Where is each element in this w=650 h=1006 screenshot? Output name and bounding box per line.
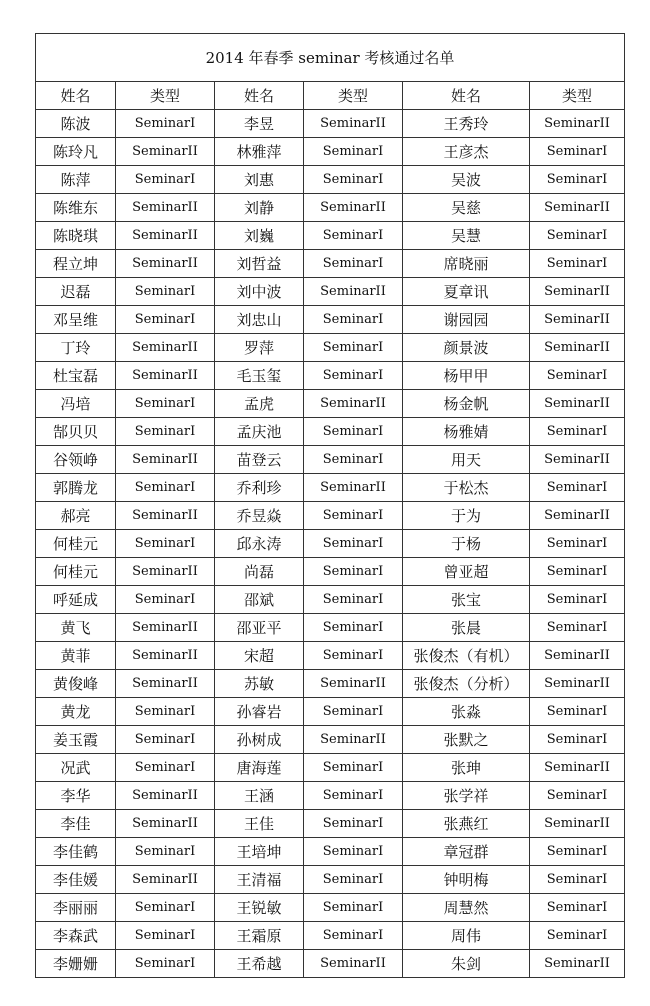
student-name-cell: 陈玲凡 <box>36 138 116 166</box>
student-name-cell: 何桂元 <box>36 530 116 558</box>
student-name-cell: 刘哲益 <box>215 250 304 278</box>
student-name-cell: 张燕红 <box>403 810 530 838</box>
student-name-cell: 刘静 <box>215 194 304 222</box>
student-name-cell: 李佳媛 <box>36 866 116 894</box>
table-row <box>36 250 625 278</box>
seminar-type-cell: SeminarI <box>530 530 625 558</box>
type-header: 类型 <box>304 82 403 110</box>
student-name-cell: 孟虎 <box>215 390 304 418</box>
seminar-type-cell: SeminarI <box>304 586 403 614</box>
student-name-cell: 张俊杰（分析） <box>403 670 530 698</box>
table-row <box>36 110 625 138</box>
table-row <box>36 362 625 390</box>
student-name-cell: 程立坤 <box>36 250 116 278</box>
student-name-cell: 孙树成 <box>215 726 304 754</box>
student-name-cell: 李森武 <box>36 922 116 950</box>
seminar-type-cell: SeminarI <box>304 222 403 250</box>
student-name-cell: 况武 <box>36 754 116 782</box>
type-header: 类型 <box>530 82 625 110</box>
seminar-type-cell: SeminarII <box>304 670 403 698</box>
seminar-type-cell: SeminarII <box>116 866 215 894</box>
seminar-type-cell: SeminarI <box>304 334 403 362</box>
seminar-type-cell: SeminarII <box>116 502 215 530</box>
student-name-cell: 孟庆池 <box>215 418 304 446</box>
seminar-type-cell: SeminarII <box>116 558 215 586</box>
student-name-cell: 朱剑 <box>403 950 530 978</box>
seminar-type-cell: SeminarI <box>304 446 403 474</box>
student-name-cell: 吴慈 <box>403 194 530 222</box>
seminar-type-cell: SeminarII <box>304 726 403 754</box>
seminar-type-cell: SeminarII <box>530 278 625 306</box>
seminar-type-cell: SeminarI <box>304 866 403 894</box>
seminar-type-cell: SeminarII <box>530 670 625 698</box>
seminar-type-cell: SeminarI <box>530 922 625 950</box>
student-name-cell: 王清福 <box>215 866 304 894</box>
seminar-type-cell: SeminarI <box>116 698 215 726</box>
seminar-type-cell: SeminarII <box>530 502 625 530</box>
student-name-cell: 郝亮 <box>36 502 116 530</box>
seminar-type-cell: SeminarI <box>304 894 403 922</box>
student-name-cell: 林雅萍 <box>215 138 304 166</box>
seminar-type-cell: SeminarII <box>530 754 625 782</box>
seminar-type-cell: SeminarII <box>530 642 625 670</box>
table-row <box>36 334 625 362</box>
seminar-type-cell: SeminarI <box>304 810 403 838</box>
student-name-cell: 周慧然 <box>403 894 530 922</box>
student-name-cell: 章冠群 <box>403 838 530 866</box>
table-row <box>36 278 625 306</box>
seminar-type-cell: SeminarI <box>116 390 215 418</box>
table-row <box>36 754 625 782</box>
seminar-type-cell: SeminarII <box>530 810 625 838</box>
seminar-type-cell: SeminarI <box>530 586 625 614</box>
student-name-cell: 陈晓琪 <box>36 222 116 250</box>
table-row <box>36 642 625 670</box>
seminar-type-cell: SeminarI <box>530 250 625 278</box>
table-row <box>36 866 625 894</box>
student-name-cell: 吴慧 <box>403 222 530 250</box>
student-name-cell: 郭腾龙 <box>36 474 116 502</box>
student-name-cell: 张淼 <box>403 698 530 726</box>
student-name-cell: 杜宝磊 <box>36 362 116 390</box>
student-name-cell: 李佳 <box>36 810 116 838</box>
student-name-cell: 刘惠 <box>215 166 304 194</box>
seminar-type-cell: SeminarII <box>116 222 215 250</box>
student-name-cell: 杨金帆 <box>403 390 530 418</box>
document-title: 2014 年春季 seminar 考核通过名单 <box>36 34 625 82</box>
seminar-type-cell: SeminarII <box>530 390 625 418</box>
roster-table <box>35 33 625 978</box>
seminar-type-cell: SeminarI <box>530 894 625 922</box>
seminar-type-cell: SeminarI <box>116 922 215 950</box>
student-name-cell: 姜玉霞 <box>36 726 116 754</box>
seminar-type-cell: SeminarII <box>116 782 215 810</box>
seminar-type-cell: SeminarII <box>116 138 215 166</box>
seminar-type-cell: SeminarI <box>304 250 403 278</box>
student-name-cell: 邓呈维 <box>36 306 116 334</box>
seminar-type-cell: SeminarI <box>116 894 215 922</box>
name-header: 姓名 <box>403 82 530 110</box>
student-name-cell: 刘巍 <box>215 222 304 250</box>
seminar-type-cell: SeminarII <box>304 390 403 418</box>
table-row <box>36 166 625 194</box>
student-name-cell: 孙睿岩 <box>215 698 304 726</box>
student-name-cell: 何桂元 <box>36 558 116 586</box>
seminar-type-cell: SeminarI <box>304 698 403 726</box>
student-name-cell: 黄飞 <box>36 614 116 642</box>
student-name-cell: 陈波 <box>36 110 116 138</box>
seminar-type-cell: SeminarI <box>530 782 625 810</box>
seminar-type-cell: SeminarII <box>530 110 625 138</box>
student-name-cell: 张珅 <box>403 754 530 782</box>
seminar-type-cell: SeminarII <box>304 278 403 306</box>
table-row <box>36 726 625 754</box>
table-row <box>36 922 625 950</box>
student-name-cell: 苏敏 <box>215 670 304 698</box>
seminar-type-cell: SeminarI <box>530 698 625 726</box>
table-row <box>36 390 625 418</box>
student-name-cell: 于为 <box>403 502 530 530</box>
seminar-type-cell: SeminarI <box>116 726 215 754</box>
seminar-type-cell: SeminarII <box>304 110 403 138</box>
seminar-type-cell: SeminarII <box>304 950 403 978</box>
student-name-cell: 曾亚超 <box>403 558 530 586</box>
seminar-type-cell: SeminarI <box>116 278 215 306</box>
table-row <box>36 474 625 502</box>
student-name-cell: 邱永涛 <box>215 530 304 558</box>
student-name-cell: 王培坤 <box>215 838 304 866</box>
seminar-type-cell: SeminarII <box>530 446 625 474</box>
student-name-cell: 谢园园 <box>403 306 530 334</box>
name-header: 姓名 <box>215 82 304 110</box>
type-header: 类型 <box>116 82 215 110</box>
seminar-type-cell: SeminarI <box>530 418 625 446</box>
student-name-cell: 宋超 <box>215 642 304 670</box>
seminar-type-cell: SeminarI <box>304 558 403 586</box>
student-name-cell: 张学祥 <box>403 782 530 810</box>
student-name-cell: 郜贝贝 <box>36 418 116 446</box>
seminar-type-cell: SeminarI <box>116 166 215 194</box>
table-row <box>36 950 625 978</box>
table-row <box>36 810 625 838</box>
seminar-type-cell: SeminarI <box>116 418 215 446</box>
seminar-type-cell: SeminarII <box>116 334 215 362</box>
table-row <box>36 614 625 642</box>
seminar-type-cell: SeminarI <box>304 754 403 782</box>
seminar-type-cell: SeminarI <box>116 110 215 138</box>
student-name-cell: 陈萍 <box>36 166 116 194</box>
name-header: 姓名 <box>36 82 116 110</box>
table-row <box>36 838 625 866</box>
student-name-cell: 李丽丽 <box>36 894 116 922</box>
student-name-cell: 刘忠山 <box>215 306 304 334</box>
student-name-cell: 罗萍 <box>215 334 304 362</box>
seminar-type-cell: SeminarI <box>530 362 625 390</box>
student-name-cell: 尚磊 <box>215 558 304 586</box>
seminar-type-cell: SeminarI <box>304 922 403 950</box>
student-name-cell: 乔昱焱 <box>215 502 304 530</box>
seminar-type-cell: SeminarI <box>304 838 403 866</box>
student-name-cell: 乔利珍 <box>215 474 304 502</box>
table-row <box>36 530 625 558</box>
seminar-type-cell: SeminarII <box>530 950 625 978</box>
student-name-cell: 呼延成 <box>36 586 116 614</box>
table-row <box>36 222 625 250</box>
student-name-cell: 张宝 <box>403 586 530 614</box>
student-name-cell: 黄龙 <box>36 698 116 726</box>
seminar-type-cell: SeminarI <box>304 614 403 642</box>
seminar-type-cell: SeminarI <box>304 502 403 530</box>
seminar-type-cell: SeminarII <box>530 194 625 222</box>
table-row <box>36 670 625 698</box>
student-name-cell: 王涵 <box>215 782 304 810</box>
seminar-type-cell: SeminarI <box>530 558 625 586</box>
student-name-cell: 颜景波 <box>403 334 530 362</box>
student-name-cell: 吴波 <box>403 166 530 194</box>
seminar-type-cell: SeminarII <box>304 194 403 222</box>
seminar-type-cell: SeminarII <box>116 250 215 278</box>
table-row <box>36 502 625 530</box>
seminar-type-cell: SeminarII <box>304 474 403 502</box>
student-name-cell: 杨雅婧 <box>403 418 530 446</box>
student-name-cell: 黄俊峰 <box>36 670 116 698</box>
seminar-type-cell: SeminarII <box>116 642 215 670</box>
seminar-type-cell: SeminarI <box>116 586 215 614</box>
seminar-type-cell: SeminarII <box>116 362 215 390</box>
table-row <box>36 558 625 586</box>
student-name-cell: 钟明梅 <box>403 866 530 894</box>
seminar-type-cell: SeminarI <box>530 866 625 894</box>
header-row <box>36 82 625 110</box>
student-name-cell: 李佳鹤 <box>36 838 116 866</box>
seminar-type-cell: SeminarI <box>530 726 625 754</box>
student-name-cell: 张俊杰（有机） <box>403 642 530 670</box>
student-name-cell: 张默之 <box>403 726 530 754</box>
student-name-cell: 冯培 <box>36 390 116 418</box>
student-name-cell: 席晓丽 <box>403 250 530 278</box>
seminar-type-cell: SeminarII <box>116 446 215 474</box>
student-name-cell: 王希越 <box>215 950 304 978</box>
student-name-cell: 王锐敏 <box>215 894 304 922</box>
student-name-cell: 毛玉玺 <box>215 362 304 390</box>
seminar-type-cell: SeminarI <box>116 754 215 782</box>
seminar-type-cell: SeminarI <box>530 838 625 866</box>
table-row <box>36 782 625 810</box>
seminar-type-cell: SeminarI <box>116 530 215 558</box>
student-name-cell: 杨甲甲 <box>403 362 530 390</box>
student-name-cell: 王霜原 <box>215 922 304 950</box>
student-name-cell: 邵亚平 <box>215 614 304 642</box>
student-name-cell: 苗登云 <box>215 446 304 474</box>
seminar-type-cell: SeminarI <box>530 474 625 502</box>
seminar-type-cell: SeminarI <box>304 530 403 558</box>
seminar-type-cell: SeminarI <box>116 306 215 334</box>
student-name-cell: 邵斌 <box>215 586 304 614</box>
seminar-type-cell: SeminarI <box>530 222 625 250</box>
seminar-type-cell: SeminarII <box>530 306 625 334</box>
student-name-cell: 周伟 <box>403 922 530 950</box>
seminar-type-cell: SeminarII <box>116 194 215 222</box>
seminar-type-cell: SeminarI <box>304 306 403 334</box>
table-row <box>36 698 625 726</box>
student-name-cell: 用天 <box>403 446 530 474</box>
seminar-type-cell: SeminarI <box>304 418 403 446</box>
table-row <box>36 194 625 222</box>
table-row <box>36 418 625 446</box>
table-row <box>36 894 625 922</box>
seminar-type-cell: SeminarII <box>116 670 215 698</box>
student-name-cell: 陈维东 <box>36 194 116 222</box>
seminar-type-cell: SeminarI <box>116 950 215 978</box>
seminar-type-cell: SeminarI <box>116 838 215 866</box>
student-name-cell: 于杨 <box>403 530 530 558</box>
student-name-cell: 谷领峥 <box>36 446 116 474</box>
seminar-type-cell: SeminarI <box>116 474 215 502</box>
student-name-cell: 王佳 <box>215 810 304 838</box>
seminar-type-cell: SeminarI <box>304 138 403 166</box>
student-name-cell: 李华 <box>36 782 116 810</box>
seminar-type-cell: SeminarI <box>530 138 625 166</box>
student-name-cell: 黄菲 <box>36 642 116 670</box>
seminar-type-cell: SeminarI <box>304 362 403 390</box>
seminar-type-cell: SeminarI <box>530 166 625 194</box>
table-row <box>36 138 625 166</box>
student-name-cell: 李姗姗 <box>36 950 116 978</box>
seminar-type-cell: SeminarI <box>530 614 625 642</box>
seminar-type-cell: SeminarII <box>116 614 215 642</box>
seminar-type-cell: SeminarI <box>304 782 403 810</box>
student-name-cell: 李昱 <box>215 110 304 138</box>
student-name-cell: 刘中波 <box>215 278 304 306</box>
table-row <box>36 306 625 334</box>
seminar-type-cell: SeminarI <box>304 166 403 194</box>
seminar-type-cell: SeminarI <box>304 642 403 670</box>
seminar-type-cell: SeminarII <box>530 334 625 362</box>
student-name-cell: 夏章讯 <box>403 278 530 306</box>
student-name-cell: 王秀玲 <box>403 110 530 138</box>
student-name-cell: 于松杰 <box>403 474 530 502</box>
student-name-cell: 张晨 <box>403 614 530 642</box>
student-name-cell: 丁玲 <box>36 334 116 362</box>
table-row <box>36 586 625 614</box>
student-name-cell: 唐海莲 <box>215 754 304 782</box>
student-name-cell: 迟磊 <box>36 278 116 306</box>
student-name-cell: 王彦杰 <box>403 138 530 166</box>
seminar-type-cell: SeminarII <box>116 810 215 838</box>
table-row <box>36 446 625 474</box>
